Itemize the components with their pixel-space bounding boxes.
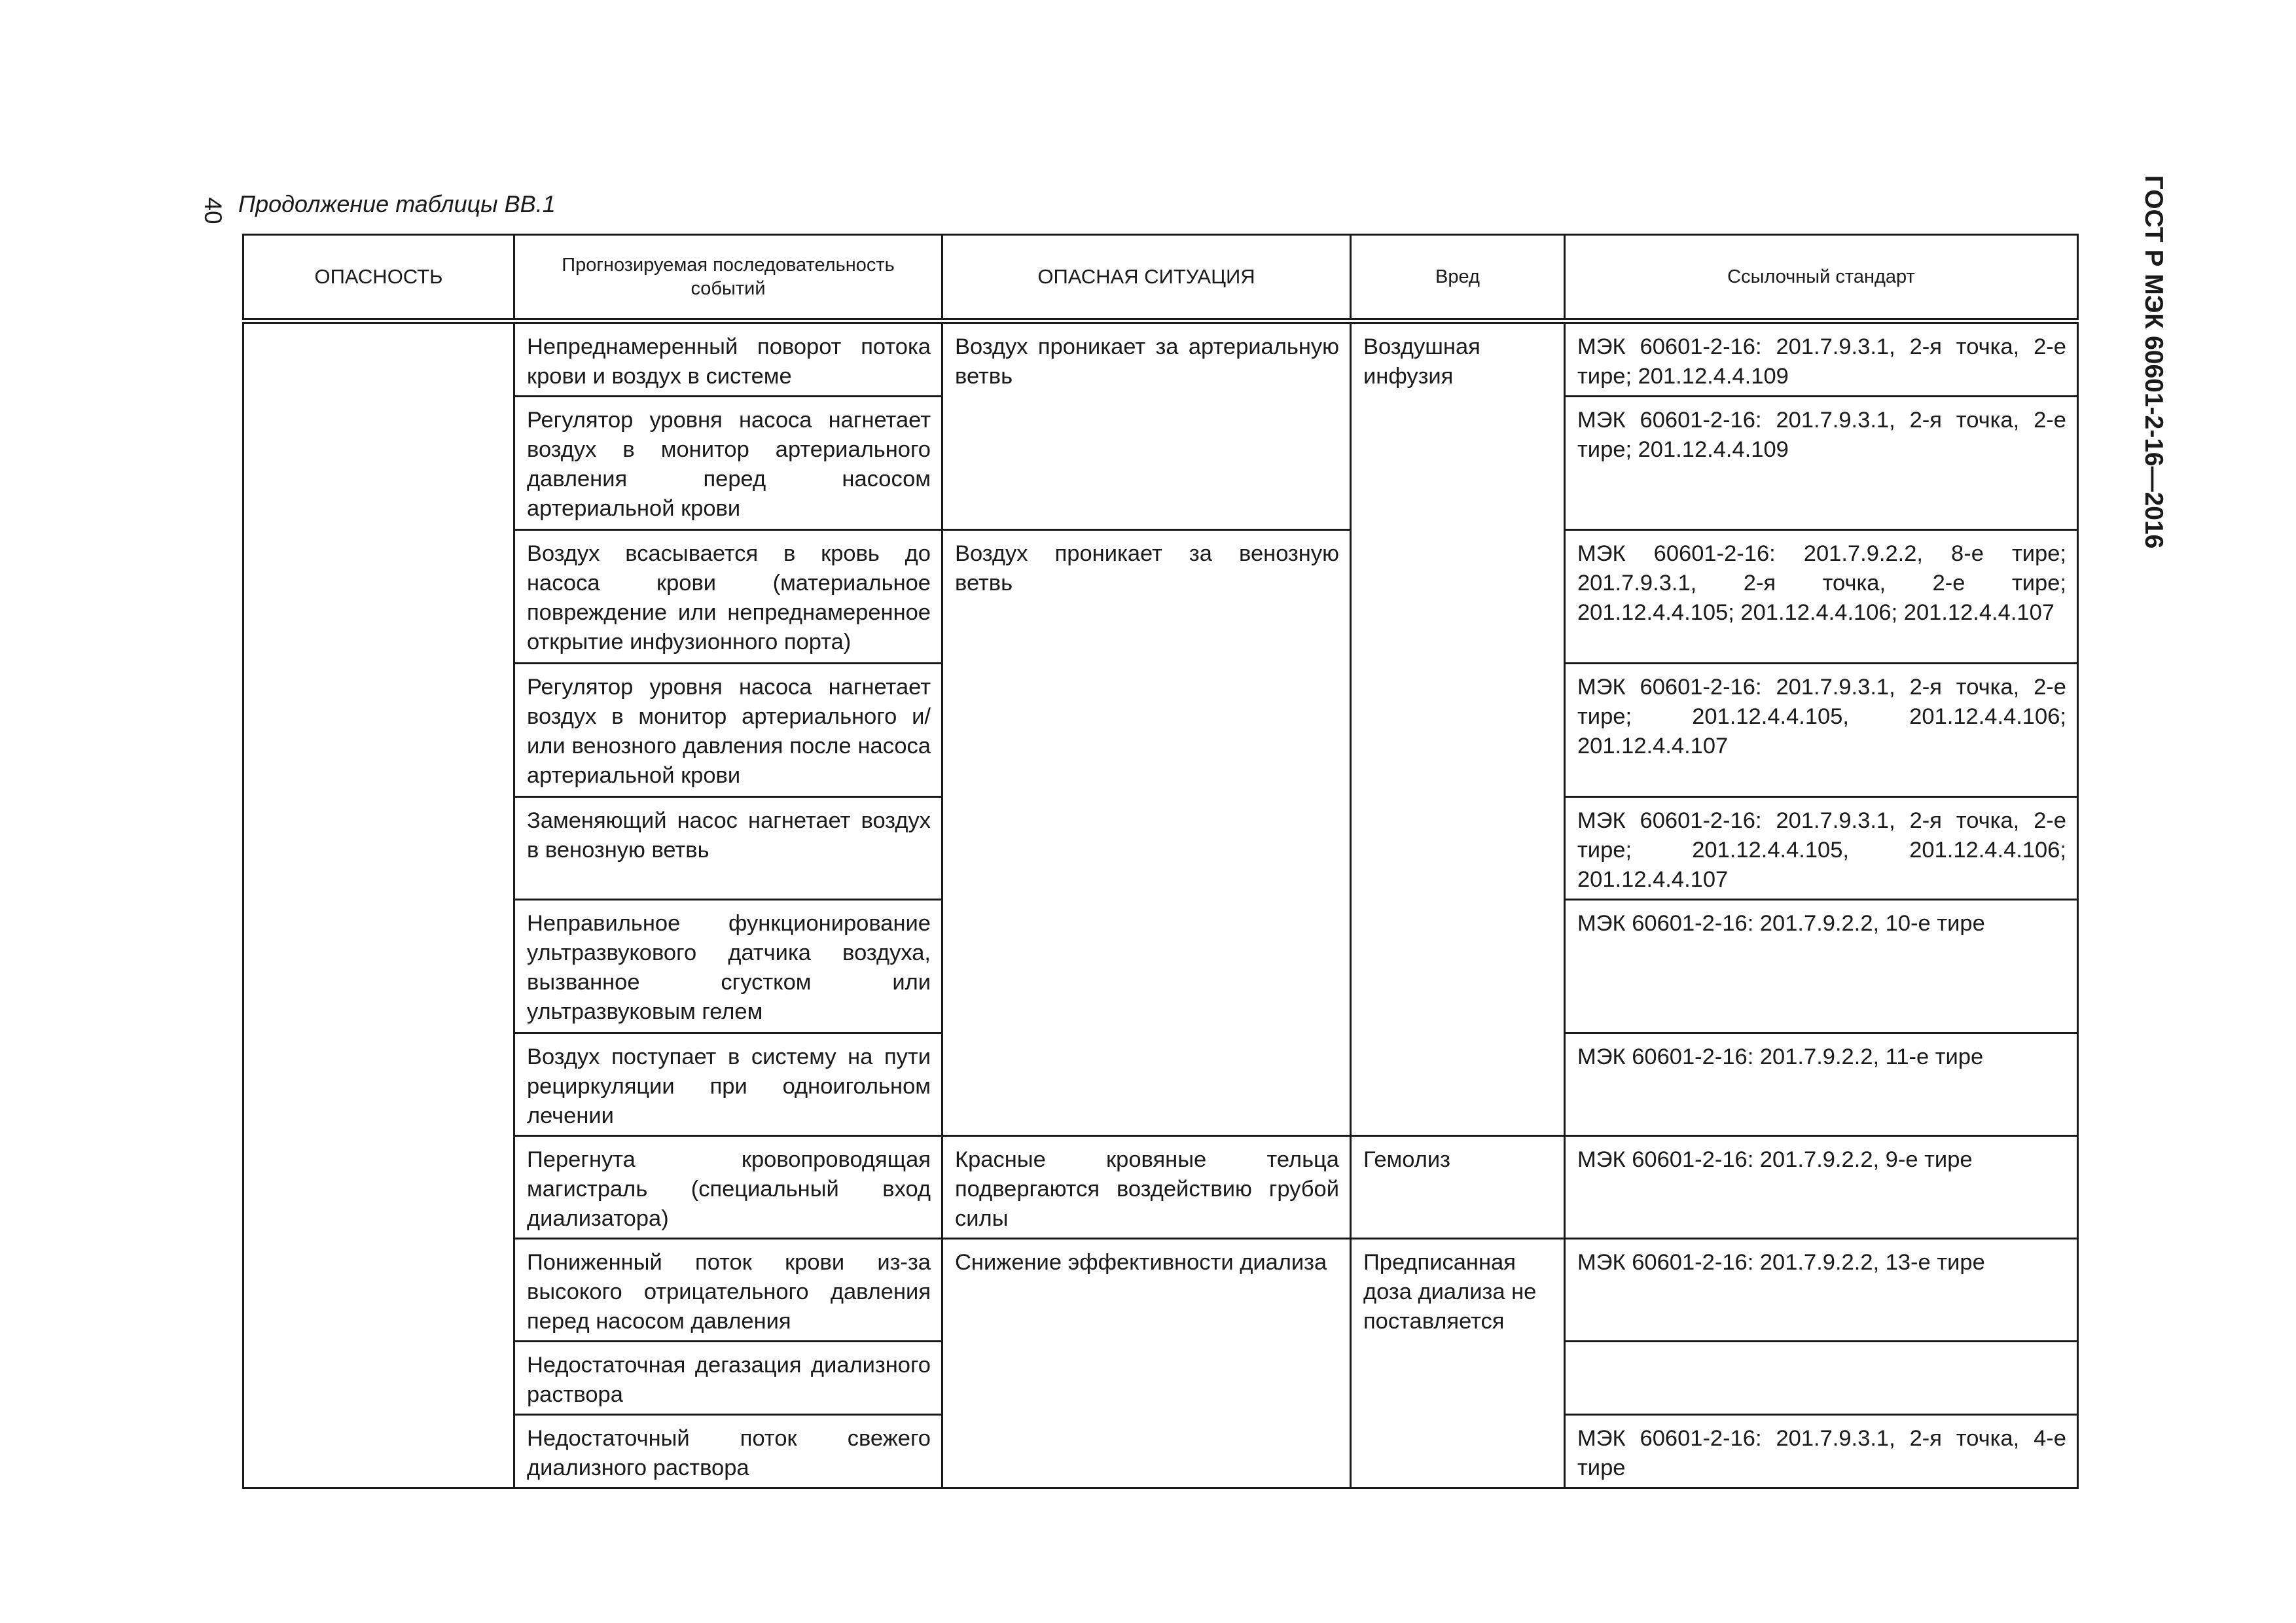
document-standard-title: ГОСТ Р МЭК 60601-2-16—2016 xyxy=(2140,175,2168,549)
event-cell: Заменяющий насос нагнетает воздух в венозную ветвь xyxy=(514,797,942,900)
situation-cell: Воздух проникает за венозную ветвь xyxy=(942,530,1351,1136)
event-cell: Пониженный поток крови из-за высокого отрицательного давления перед насосом давления xyxy=(514,1239,942,1342)
page-number: 40 xyxy=(200,197,226,224)
situation-cell: Снижение эффективности диализа xyxy=(942,1239,1351,1488)
hazard-table xyxy=(242,234,2079,1489)
reference-cell: МЭК 60601-2-16: 201.7.9.2.2, 13-е тире xyxy=(1565,1239,2078,1342)
reference-cell xyxy=(1565,1342,2078,1415)
situation-cell: Красные кровяные тельца подвергаются воздействию грубой силы xyxy=(942,1136,1351,1239)
header-events: Прогнозируемая последовательность событий xyxy=(514,235,942,321)
reference-cell: МЭК 60601-2-16: 201.7.9.2.2, 8-е тире; 201.7.9.3.1, 2-я точка, 2-е тире; 201.12.4.4.105; 201.12.4.4.106; 201.12.4.4.107 xyxy=(1565,530,2078,664)
reference-cell: МЭК 60601-2-16: 201.7.9.3.1, 2-я точка, 2-е тире; 201.12.4.4.109 xyxy=(1565,321,2078,397)
harm-cell: Воздушная инфузия xyxy=(1351,321,1565,1136)
event-cell: Недостаточная дегазация диализного раствора xyxy=(514,1342,942,1415)
table-header-row xyxy=(243,235,2078,321)
table-row xyxy=(243,1239,2078,1342)
hazard-cell xyxy=(243,321,514,1488)
reference-cell: МЭК 60601-2-16: 201.7.9.2.2, 11-е тире xyxy=(1565,1033,2078,1136)
event-cell: Регулятор уровня насоса нагнетает воздух в монитор артериального и/или венозного давления после насоса артериальной крови xyxy=(514,664,942,797)
event-cell: Недостаточный поток свежего диализного раствора xyxy=(514,1415,942,1488)
header-harm: Вред xyxy=(1351,235,1565,321)
reference-cell: МЭК 60601-2-16: 201.7.9.3.1, 2-я точка, 2-е тире; 201.12.4.4.109 xyxy=(1565,397,2078,530)
reference-cell: МЭК 60601-2-16: 201.7.9.3.1, 2-я точка, 4-е тире xyxy=(1565,1415,2078,1488)
reference-cell: МЭК 60601-2-16: 201.7.9.2.2, 10-е тире xyxy=(1565,900,2078,1033)
reference-cell: МЭК 60601-2-16: 201.7.9.2.2, 9-е тире xyxy=(1565,1136,2078,1239)
header-hazard: ОПАСНОСТЬ xyxy=(243,235,514,321)
table-row xyxy=(243,530,2078,664)
reference-cell: МЭК 60601-2-16: 201.7.9.3.1, 2-я точка, 2-е тире; 201.12.4.4.105, 201.12.4.4.106; 201.12.4.4.107 xyxy=(1565,797,2078,900)
event-cell: Воздух поступает в систему на пути рециркуляции при одноигольном лечении xyxy=(514,1033,942,1136)
table-caption: Продолжение таблицы ВВ.1 xyxy=(238,190,556,217)
reference-cell: МЭК 60601-2-16: 201.7.9.3.1, 2-я точка, 2-е тире; 201.12.4.4.105, 201.12.4.4.106; 201.12.4.4.107 xyxy=(1565,664,2078,797)
event-cell: Непреднамеренный поворот потока крови и воздух в системе xyxy=(514,321,942,397)
event-cell: Регулятор уровня насоса нагнетает воздух в монитор артериального давления перед насосом артериальной крови xyxy=(514,397,942,530)
header-reference: Ссылочный стандарт xyxy=(1565,235,2078,321)
table-row xyxy=(243,1136,2078,1239)
event-cell: Перегнута кровопроводящая магистраль (специальный вход диализатора) xyxy=(514,1136,942,1239)
table-row xyxy=(243,321,2078,397)
event-cell: Воздух всасывается в кровь до насоса крови (материальное повреждение или непреднамеренное открытие инфузионного порта) xyxy=(514,530,942,664)
event-cell: Неправильное функционирование ультразвукового датчика воздуха, вызванное сгустком или ультразвуковым гелем xyxy=(514,900,942,1033)
harm-cell: Предписанная доза диализа не поставляется xyxy=(1351,1239,1565,1488)
header-situation: ОПАСНАЯ СИТУАЦИЯ xyxy=(942,235,1351,321)
situation-cell: Воздух проникает за артериальную ветвь xyxy=(942,321,1351,530)
harm-cell: Гемолиз xyxy=(1351,1136,1565,1239)
